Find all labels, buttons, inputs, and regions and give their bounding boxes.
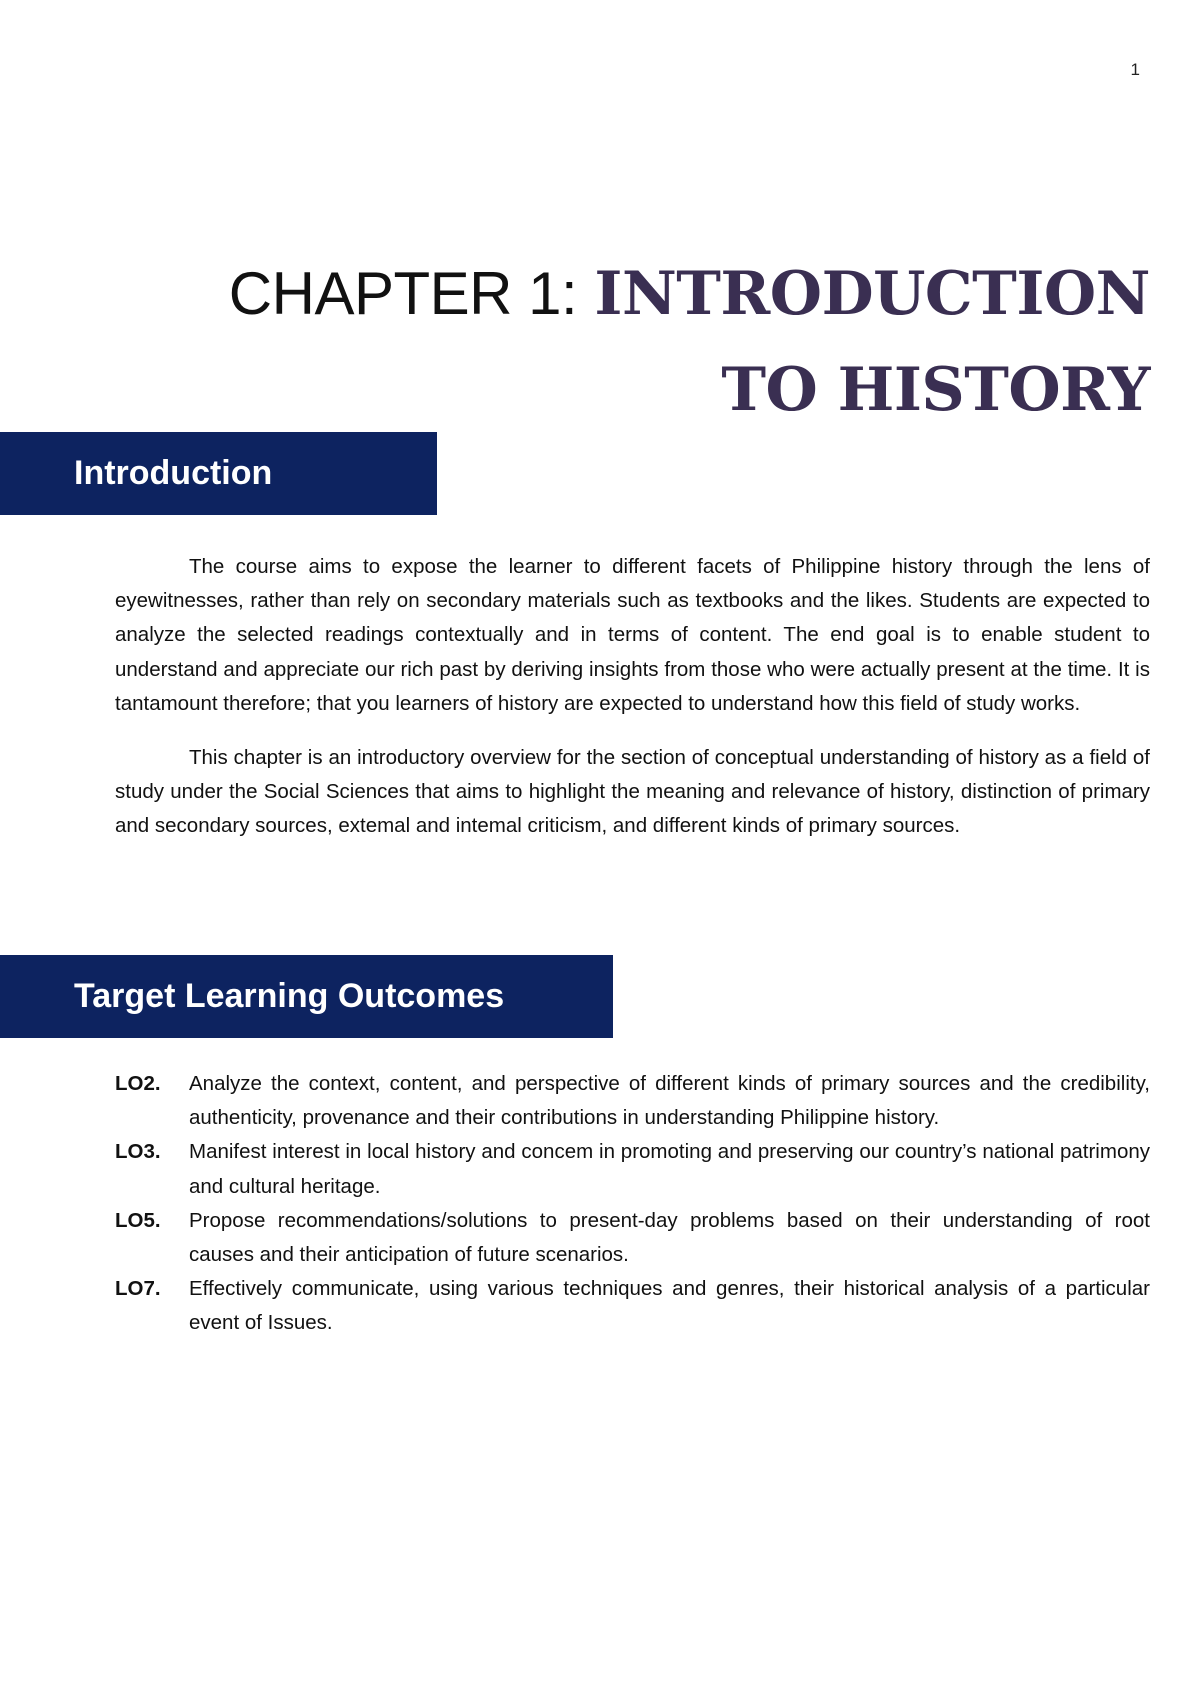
chapter-title xyxy=(115,246,1150,438)
outcome-item xyxy=(115,1204,1150,1272)
introduction-heading-bar xyxy=(0,432,437,515)
outcome-code: LO3. xyxy=(115,1140,161,1164)
chapter-prefix: CHAPTER 1 xyxy=(228,260,562,327)
introduction-body xyxy=(115,550,1150,864)
learning-outcomes-list xyxy=(115,1067,1150,1341)
introduction-heading: Introduction xyxy=(74,454,273,492)
outcome-code: LO2. xyxy=(115,1072,161,1095)
outcome-item xyxy=(115,1067,1150,1135)
outcome-text: Propose recommendations/solutions to present-day problems based on their understanding of root causes and their anticipation of future scenarios. xyxy=(189,1208,1150,1267)
outcomes-heading: Target Learning Outcomes xyxy=(74,977,505,1015)
outcome-text: Analyze the context, content, and perspective of different kinds of primary sources and the credibility, authenticity, provenance and their contributions in understanding Philippine history. xyxy=(189,1072,1150,1130)
introduction-paragraph: The course aims to expose the learner to different facets of Philippine history through the lens of eyewitnesses, rather than rely on secondary materials such as textbooks and the likes. Students are expected to analyze the selected readings contextually and in terms of content. The end goal is to enable student to understand and appreciate our rich past by deriving insights from those who were actually present at the time. It is tantamount therefore; that you learners of history are expected to understand how this field of study works. xyxy=(115,555,1150,715)
outcome-code: LO7. xyxy=(115,1277,161,1301)
chapter-main-title: INTRODUCTION TO HISTORY xyxy=(594,259,1150,425)
outcomes-heading-bar xyxy=(0,955,613,1038)
chapter-colon: : xyxy=(561,260,578,327)
outcome-text: Effectively communicate, using various techniques and genres, their historical analysis of a particular event of Issues. xyxy=(189,1277,1150,1335)
outcome-item xyxy=(115,1135,1150,1203)
page-number: 1 xyxy=(1130,60,1140,79)
outcome-item xyxy=(115,1272,1150,1340)
introduction-paragraph: This chapter is an introductory overview for the section of conceptual understanding of history as a field of study under the Social Sciences that aims to highlight the meaning and relevance of history, distinction of primary and secondary sources, extemal and intemal criticism, and different kinds of primary sources. xyxy=(115,746,1150,838)
outcome-text: Manifest interest in local history and concem in promoting and preserving our country’s national patrimony and cultural heritage. xyxy=(189,1140,1150,1198)
outcome-code: LO5. xyxy=(115,1208,161,1232)
